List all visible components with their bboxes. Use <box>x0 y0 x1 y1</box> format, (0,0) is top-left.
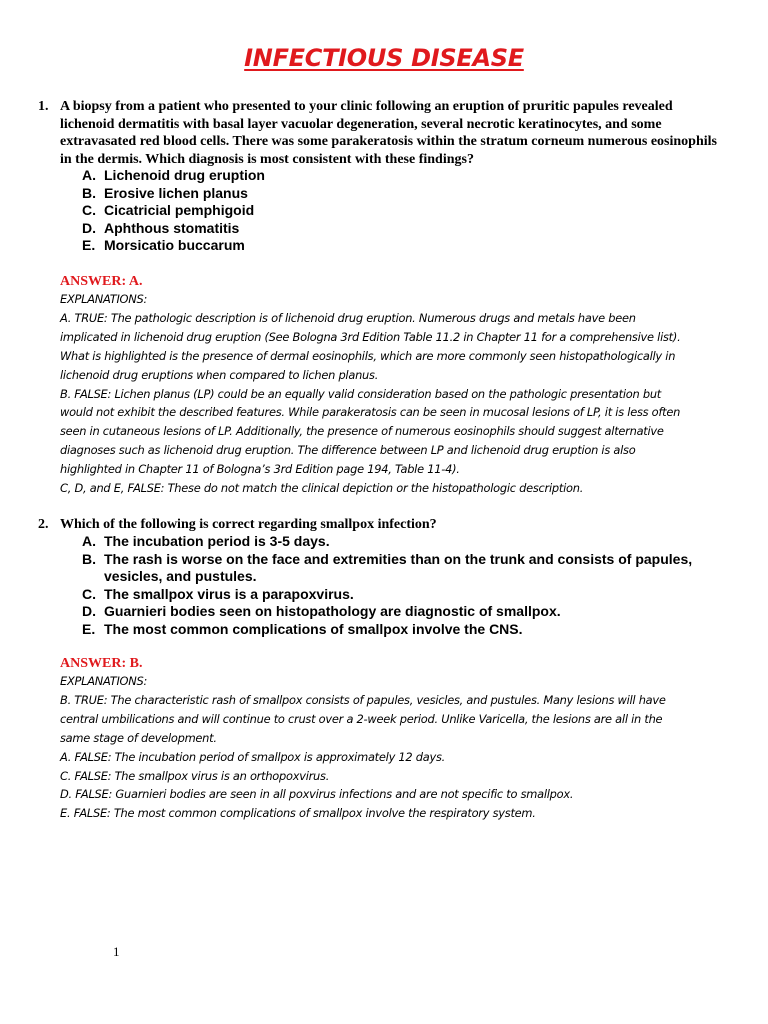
explanation-line: What is highlighted is the presence of dermal eosinophils, which are more commonly seen histopathologically in <box>60 348 676 363</box>
option-letter: B. <box>82 184 96 201</box>
question-2-options <box>82 533 712 639</box>
option-item <box>82 603 712 621</box>
explanation-line: seen in cutaneous lesions of LP. Additionally, the presence of numerous eosinophils should suggest alternative <box>60 424 664 439</box>
explanations-label: EXPLANATIONS: <box>60 674 148 688</box>
explanation-line: highlighted in Chapter 11 of Bologna’s 3rd Edition page 194, Table 11-4). <box>60 462 460 477</box>
explanation-line: diagnoses such as lichenoid drug eruption. The difference between LP and lichenoid drug eruption is also <box>60 443 636 458</box>
option-item <box>82 167 712 185</box>
explanation-line: lichenoid drug eruptions when compared to lichen planus. <box>60 367 379 382</box>
option-item <box>82 586 712 604</box>
option-item <box>82 237 712 255</box>
explanation-line: C. FALSE: The smallpox virus is an orthopoxvirus. <box>60 768 330 783</box>
option-letter: C. <box>82 585 96 602</box>
explanation-line: A. TRUE: The pathologic description is of lichenoid drug eruption. Numerous drugs and metals have been <box>60 310 636 325</box>
explanation-line: same stage of development. <box>60 730 217 745</box>
explanation-line: would not exhibit the described features. While parakeratosis can be seen in mucosal lesions of LP, it is less often <box>60 405 681 420</box>
option-text: The smallpox virus is a parapoxvirus. <box>104 585 354 602</box>
question-text: Which of the following is correct regarding smallpox infection? <box>60 517 437 532</box>
question-1-options <box>82 167 712 255</box>
question-number: 2. <box>38 517 49 532</box>
explanation-line: A. FALSE: The incubation period of smallpox is approximately 12 days. <box>60 749 446 764</box>
option-text: Lichenoid drug eruption <box>104 167 265 183</box>
option-letter: A. <box>82 533 96 549</box>
option-text: Guarnieri bodies seen on histopathology are diagnostic of smallpox. <box>104 603 561 620</box>
page-number: 1 <box>113 944 120 959</box>
option-letter: D. <box>82 219 96 236</box>
explanation-line: E. FALSE: The most common complications of smallpox involve the respiratory system. <box>60 806 536 821</box>
question-number: 1. <box>38 99 49 114</box>
option-item <box>82 202 712 220</box>
option-item <box>82 220 712 238</box>
option-letter: B. <box>82 550 96 567</box>
explanation-line: central umbilications and will continue to crust over a 2-week period. Unlike Varicella, the lesions are all in the <box>60 711 663 726</box>
option-letter: C. <box>82 202 96 219</box>
option-item <box>82 185 712 203</box>
option-letter: D. <box>82 603 96 620</box>
option-item <box>82 533 712 551</box>
explanations-block <box>60 290 720 498</box>
explanation-line: C, D, and E, FALSE: These do not match the clinical depiction or the histopathologic description. <box>60 481 584 496</box>
option-item <box>82 621 712 639</box>
explanation-line: B. FALSE: Lichen planus (LP) could be an equally valid consideration based on the pathologic presentation but <box>60 386 662 401</box>
option-text: Aphthous stomatitis <box>104 219 240 236</box>
explanations-label: EXPLANATIONS: <box>60 292 148 306</box>
question-2 <box>38 516 718 534</box>
option-item <box>82 551 712 586</box>
question-1 <box>38 98 718 168</box>
option-text: Erosive lichen planus <box>104 184 248 201</box>
page-title: INFECTIOUS DISEASE <box>244 44 524 72</box>
explanation-line: D. FALSE: Guarnieri bodies are seen in all poxvirus infections and are not specific to smallpox. <box>60 787 574 802</box>
option-text: Morsicatio buccarum <box>104 237 245 254</box>
explanations-block <box>60 672 720 823</box>
option-text: The most common complications of smallpox involve the CNS. <box>104 620 523 637</box>
option-text: The rash is worse on the face and extremities than on the trunk and consists of papules, vesicles, and pustules. <box>104 550 693 585</box>
option-letter: A. <box>82 167 96 183</box>
option-letter: E. <box>82 237 96 254</box>
option-letter: E. <box>82 620 96 637</box>
answer-label: ANSWER: B. <box>60 656 143 671</box>
answer-label: ANSWER: A. <box>60 274 143 289</box>
explanation-line: B. TRUE: The characteristic rash of smallpox consists of papules, vesicles, and pustules. Many lesions will have <box>60 692 666 707</box>
question-text: A biopsy from a patient who presented to your clinic following an eruption of pruritic papules revealed lichenoid dermatitis with basal layer vacuolar degeneration, several necrotic keratinocytes, and some extravasated red blood cells. There was some parakeratosis within the stratum corneum numerous eosinophils in the dermis. Which diagnosis is most consistent with these findings? <box>60 99 717 167</box>
explanation-line: implicated in lichenoid drug eruption (See Bologna 3rd Edition Table 11.2 in Chapter 11 for a comprehensive list). <box>60 329 681 344</box>
option-text: The incubation period is 3-5 days. <box>104 533 330 549</box>
option-text: Cicatricial pemphigoid <box>104 202 255 219</box>
